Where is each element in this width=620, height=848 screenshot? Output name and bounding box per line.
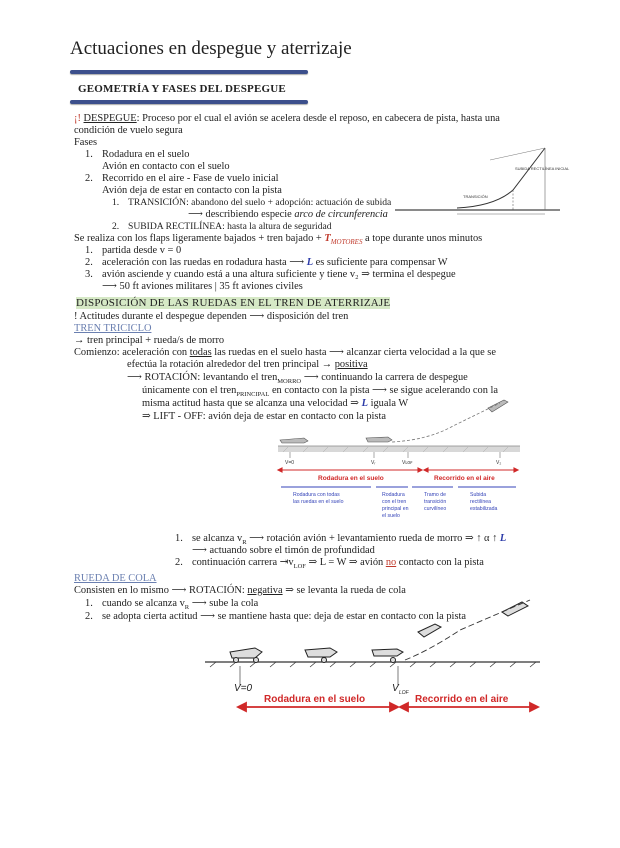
fig1-c3-l2: transición: [424, 499, 447, 505]
fig1-vlof: Vʟᴏꜰ: [402, 460, 413, 466]
fig1-c1-l1: Rodadura con todas: [293, 492, 340, 498]
paso-2: aceleración con las ruedas en rodadura hasta ⟶ L es suficiente para compensar W: [102, 257, 448, 268]
fig1-c4-l3: estabilizada: [470, 506, 498, 512]
paso-3-sub: ⟶ 50 ft aviones militares | 35 ft aviones civiles: [102, 281, 303, 292]
takeoff-geometry-figure: [395, 140, 570, 220]
fase-2-sub: Avión deja de estar en contacto con la pista: [102, 185, 282, 196]
fig1-c2-l2: con el tren: [382, 499, 407, 505]
fase-1: Rodadura en el suelo: [102, 149, 190, 160]
step-2-num: 2.: [175, 557, 183, 568]
tren-triciclo-link[interactable]: TREN TRICICLO: [74, 323, 152, 334]
section-heading-geometria: GEOMETRÍA Y FASES DEL DESPEGUE: [78, 83, 286, 95]
fig1-v2: V₂: [496, 460, 502, 466]
rotacion-line: ⟶ ROTACIÓN: levantando el tren$_{MORRO}$ ⟶ continuando la carrera de despegue: [127, 372, 468, 386]
step-1-sub: ⟶ actuando sobre el timón de profundidad: [192, 545, 375, 556]
fig1-c3-l3: curvilíneo: [424, 506, 447, 512]
fig1-recorrido: Recorrido en el aire: [434, 475, 495, 482]
fig1-c2-l4: el suelo: [382, 513, 400, 519]
fase-1-num: 1.: [85, 149, 93, 160]
fig-label-subida: SUBIDA RECTILÍNEA INICIAL: [515, 166, 570, 171]
fase-1-sub: Avión en contacto con el suelo: [102, 161, 230, 172]
fig1-c1-l2: las ruedas en el suelo: [293, 499, 344, 505]
cola-step-1-num: 1.: [85, 598, 93, 609]
fases-label: Fases: [74, 137, 98, 148]
section-heading-disposicion: DISPOSICIÓN DE LAS RUEDAS EN EL TREN DE ATERRIZAJE: [76, 297, 391, 309]
fase-2a-num: 1.: [112, 197, 120, 208]
fase-2-num: 2.: [85, 173, 93, 184]
flaps-line: Se realiza con los flaps ligeramente bajados + tren bajado + $T_{MOTORES}$ a tope durante unos minutos: [74, 233, 483, 247]
page-title: Actuaciones en despegue y aterrizaje: [70, 38, 352, 59]
fig2-vlof-sub: LOF: [399, 690, 409, 696]
despegue-definition: ¡! DESPEGUE: Proceso por el cual el avión se acelera desde el reposo, en cabecera de pista, hasta una: [74, 113, 500, 124]
step-2: continuación carrera $⇥v_{LOF}$ ⇒ L = W ⇒ avión no contacto con la pista: [192, 557, 484, 571]
comienzo-line: Comienzo: aceleración con todas las ruedas en el suelo hasta ⟶ alcanzar cierta velocidad a la que se: [74, 347, 496, 358]
fig2-rodadura: Rodadura en el suelo: [264, 694, 366, 705]
paso-1: partida desde v = 0: [102, 245, 182, 256]
liftoff-line: ⇒ LIFT - OFF: avión deja de estar en contacto con la pista: [142, 411, 386, 422]
triciclo-desc: → tren principal + rueda/s de morro: [74, 335, 225, 346]
fig1-c4-l2: rectilínea: [470, 499, 492, 505]
fig1-vr: Vᵣ: [371, 460, 376, 466]
fase-2: Recorrido en el aire - Fase de vuelo inicial: [102, 173, 279, 184]
fase-2b: SUBIDA RECTILÍNEA: hasta la altura de seguridad: [128, 221, 332, 232]
heading-rule-top: [70, 70, 308, 74]
fase-2a-sub: ⟶ describiendo especie arco de circunferencia: [188, 209, 388, 220]
paso-3-num: 3.: [85, 269, 93, 280]
tailwheel-takeoff-figure: [200, 590, 545, 722]
fig1-c2-l3: principal en: [382, 506, 409, 512]
fase-2b-num: 2.: [112, 221, 120, 232]
step-1: se alcanza $v_R$ ⟶ rotación avión + levantamiento rueda de morro ⇒ ↑ α ↑ L: [192, 533, 507, 547]
paso-1-num: 1.: [85, 245, 93, 256]
cola-step-1: cuando se alcanza $v_R$ ⟶ sube la cola: [102, 598, 259, 612]
fig1-c4-l1: Subida: [470, 492, 487, 498]
disposicion-intro: ! Actitudes durante el despegue dependen ⟶ disposición del tren: [74, 311, 349, 322]
fase-2a: TRANSICIÓN: abandono del suelo + adopción: actuación de subida: [128, 197, 392, 208]
paso-2-num: 2.: [85, 257, 93, 268]
rueda-de-cola-link[interactable]: RUEDA DE COLA: [74, 573, 157, 584]
fig2-vlof: V: [392, 683, 399, 694]
fig2-v0: V=0: [234, 683, 253, 694]
cola-line-1: Consisten en lo mismo ⟶ ROTACIÓN: negativa ⇒ se levanta la rueda de cola: [74, 585, 406, 596]
fig1-v0: V=0: [285, 460, 295, 466]
rotacion-line-3: misma actitud hasta que se alcanza una velocidad ⇒ L iguala W: [142, 398, 409, 409]
fig1-c2-l1: Rodadura: [382, 492, 405, 498]
fig-label-transicion: TRANSICIÓN: [463, 194, 488, 199]
heading-rule-bottom: [70, 100, 308, 104]
cola-step-2: se adopta cierta actitud ⟶ se mantiene hasta que: deja de estar en contacto con la pista: [102, 611, 466, 622]
tricycle-takeoff-figure: [278, 398, 520, 526]
fig1-c3-l1: Tramo de: [424, 492, 447, 498]
fig2-recorrido: Recorrido en el aire: [415, 694, 509, 705]
despegue-definition-cont: condición de vuelo segura: [74, 125, 183, 136]
step-1-num: 1.: [175, 533, 183, 544]
comienzo-line-2: efectúa la rotación alrededor del tren principal → positiva: [127, 359, 368, 370]
fig1-rodadura: Rodadura en el suelo: [318, 475, 384, 482]
paso-3: avión asciende y cuando está a una altura suficiente y tiene v₂ ⇒ termina el despegue: [102, 269, 456, 280]
cola-step-2-num: 2.: [85, 611, 93, 622]
rotacion-line-2: únicamente con el tren$_{PRINCIPAL}$ en contacto con la pista ⟶ se sigue acelerando con la: [142, 385, 499, 399]
